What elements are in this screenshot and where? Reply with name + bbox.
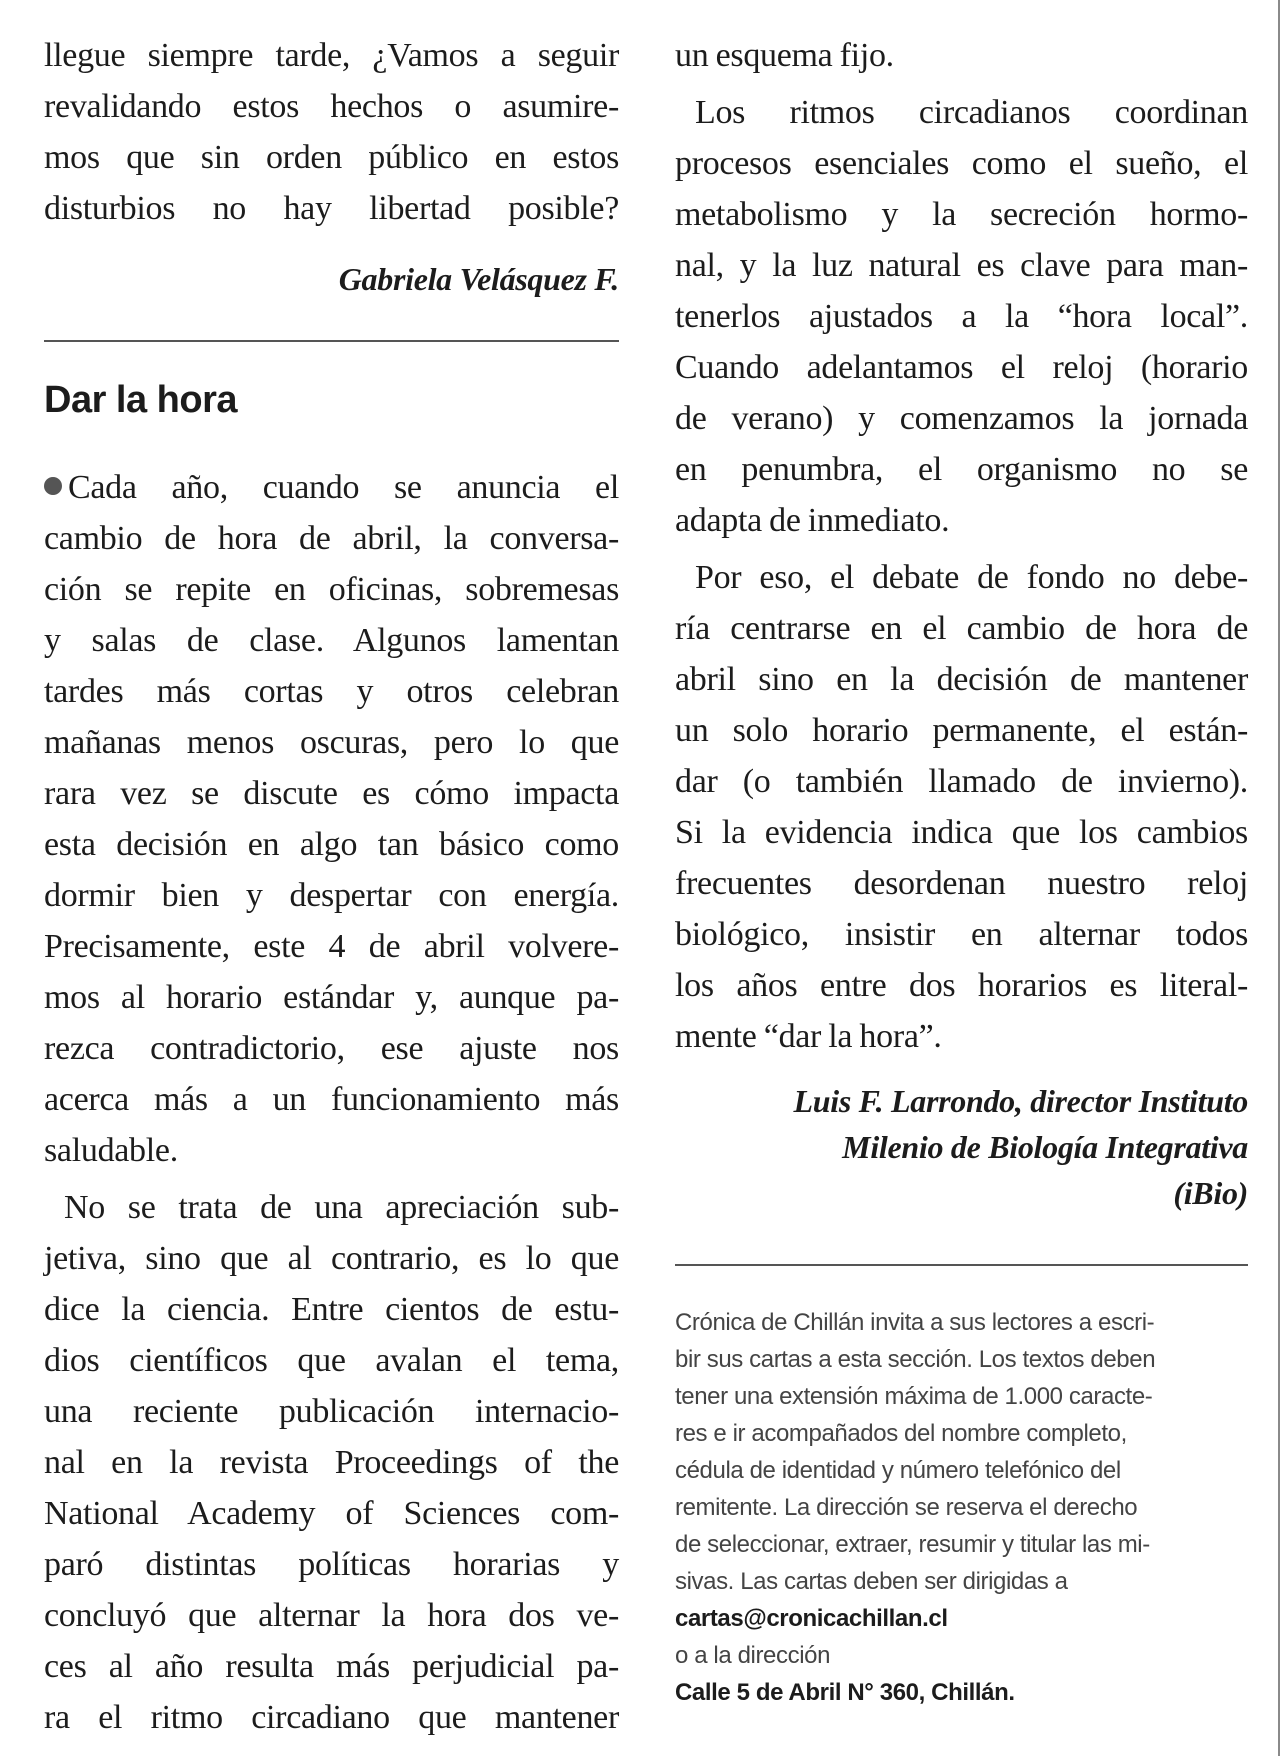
letter1-signature: Gabriela Velásquez F. [338,261,619,297]
notice-line: cédula de identidad y número telefónico del [675,1457,1121,1484]
text-line: concluyó que alternar la hora dos ve- [44,1597,619,1634]
text-line-with-bullet [44,462,619,513]
notice-line: tener una extensión máxima de 1.000 caracte- [675,1383,1153,1410]
text-line: dice la ciencia. Entre cientos de estu- [44,1291,619,1328]
text-line: llegue siempre tarde, ¿Vamos a seguir [44,37,619,74]
text-line: frecuentes desordenan nuestro reloj [675,865,1248,902]
text-line: mente “dar la hora”. [675,1018,942,1055]
text-line: de verano) y comenzamos la jornada [675,400,1248,437]
text-line: procesos esenciales como el sueño, el [675,145,1248,182]
notice-address: Calle 5 de Abril N° 360, Chillán. [675,1679,1015,1706]
text-line: disturbios no hay libertad posible? [44,190,619,227]
text-line: mañanas menos oscuras, pero lo que [44,724,619,761]
text-line: ción se repite en oficinas, sobremesas [44,571,619,608]
page-edge-line [1278,0,1280,1756]
text-line: revalidando estos hechos o asumire- [44,88,619,125]
text-line: acerca más a un funcionamiento más [44,1081,619,1118]
submission-notice [675,1304,1248,1711]
section-divider [675,1264,1248,1266]
text-line: nal, y la luz natural es clave para man- [675,247,1248,284]
text-line: No se trata de una apreciación sub- [64,1189,619,1226]
text-line: cambio de hora de abril, la conversa- [44,520,619,557]
text-line: metabolismo y la secreción hormo- [675,196,1248,233]
text-line: rezca contradictorio, ese ajuste nos [44,1030,619,1067]
text-line: Precisamente, este 4 de abril volvere- [44,928,619,965]
section-divider [44,340,619,342]
text-line: en penumbra, el organismo no se [675,451,1248,488]
text-line: un esquema fijo. [675,37,894,74]
left-column [44,30,619,1743]
text-line: Por eso, el debate de fondo no debe- [695,559,1248,596]
text-line: tenerlos ajustados a la “hora local”. [675,298,1248,335]
letter2-paragraph-1 [44,462,619,1176]
text-line: dios científicos que avalan el tema, [44,1342,619,1379]
letter1-tail [44,30,619,234]
signature-line: (iBio) [1173,1175,1248,1211]
text-line: los años entre dos horarios es literal- [675,967,1248,1004]
text-line: saludable. [44,1132,178,1169]
letter2-paragraph-2 [44,1182,619,1743]
letter2-paragraph-4 [675,552,1248,1062]
notice-line: Crónica de Chillán invita a sus lectores a escri- [675,1309,1155,1336]
text-line: jetiva, sino que al contrario, es lo que [44,1240,619,1277]
text-line: una reciente publicación internacio- [44,1393,619,1430]
text-line: Cuando adelantamos el reloj (horario [675,349,1248,386]
text-line: Cada año, cuando se anuncia el [68,469,619,506]
letter2-signature [675,1078,1248,1216]
text-line: un solo horario permanente, el están- [675,712,1248,749]
letter2-title: Dar la hora [44,379,238,421]
notice-line: o a la dirección [675,1642,831,1669]
text-line: nal en la revista Proceedings of the [44,1444,619,1481]
notice-line: remitente. La dirección se reserva el derecho [675,1494,1138,1521]
text-line: National Academy of Sciences com- [44,1495,619,1532]
text-line: rara vez se discute es cómo impacta [44,775,619,812]
notice-email-link[interactable]: cartas@cronicachillan.cl [675,1605,948,1632]
notice-line: bir sus cartas a esta sección. Los textos deben [675,1346,1156,1373]
text-line: tardes más cortas y otros celebran [44,673,619,710]
text-line: dormir bien y despertar con energía. [44,877,619,914]
notice-line: res e ir acompañados del nombre completo, [675,1420,1127,1447]
text-line: Si la evidencia indica que los cambios [675,814,1248,851]
text-line: esta decisión en algo tan básico como [44,826,619,863]
text-line: abril sino en la decisión de mantener [675,661,1248,698]
text-line: Los ritmos circadianos coordinan [695,94,1248,131]
notice-line: de seleccionar, extraer, resumir y titular las mi- [675,1531,1150,1558]
text-line: mos que sin orden público en estos [44,139,619,176]
text-line: adapta de inmediato. [675,502,950,539]
bullet-icon [44,477,62,495]
text-line: ces al año resulta más perjudicial pa- [44,1648,619,1685]
text-line: biológico, insistir en alternar todos [675,916,1248,953]
text-line: ría centrarse en el cambio de hora de [675,610,1248,647]
text-line: dar (o también llamado de invierno). [675,763,1248,800]
letter2-paragraph-3 [675,87,1248,546]
text-line: mos al horario estándar y, aunque pa- [44,979,619,1016]
text-line: ra el ritmo circadiano que mantener [44,1699,619,1736]
signature-line: Luis F. Larrondo, director Instituto [793,1083,1248,1119]
letter2-paragraph-2-end [675,30,1248,81]
text-line: paró distintas políticas horarias y [44,1546,619,1583]
right-column [675,30,1248,1711]
notice-line: sivas. Las cartas deben ser dirigidas a [675,1568,1068,1595]
text-line: y salas de clase. Algunos lamentan [44,622,619,659]
signature-line: Milenio de Biología Integrativa [842,1129,1248,1165]
